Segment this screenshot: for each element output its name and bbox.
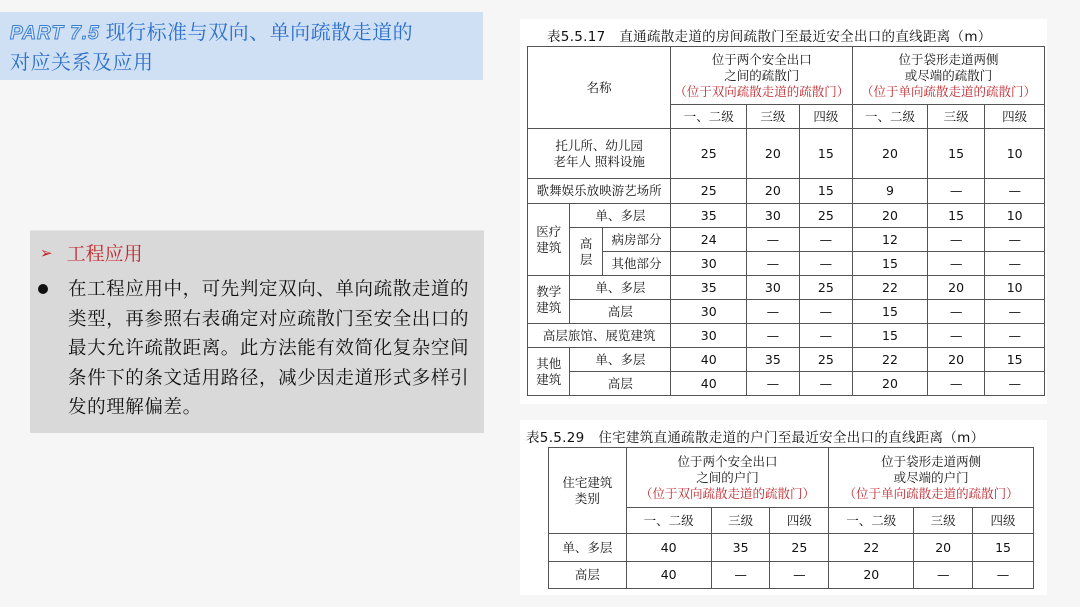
table-row [528, 179, 1045, 204]
table-row [528, 324, 1045, 348]
grade-header: 一、二级 [671, 105, 747, 129]
cell: 20 [853, 372, 928, 396]
table-row [528, 228, 1045, 252]
row-name: 单、多层 [570, 204, 671, 228]
group-b-note: （位于单向疏散走道的疏散门） [843, 485, 1019, 501]
cell: 35 [747, 348, 800, 372]
title-line-2: 对应关系及应用 [10, 50, 154, 74]
cell: — [799, 252, 853, 276]
cell: — [927, 228, 985, 252]
part-label: PART 7.5 [10, 23, 100, 44]
cell: 30 [671, 324, 747, 348]
cell: — [985, 300, 1045, 324]
cell: — [985, 324, 1045, 348]
application-box [30, 230, 484, 433]
table-row [528, 348, 1045, 372]
cell: — [799, 300, 853, 324]
application-body: 在工程应用中，可先判定双向、单向疏散走道的类型，再参照右表确定对应疏散门至安全出口的最大允许疏散距离。此方法能有效简化复杂空间条件下的条文适用路径，减少因走道形式多样引发的理解偏差。 [68, 279, 470, 418]
cell: 15 [927, 204, 985, 228]
cell: 10 [985, 204, 1045, 228]
cell: 15 [853, 252, 928, 276]
application-bullet [38, 275, 478, 423]
cell: — [799, 228, 853, 252]
grade-header: 三级 [914, 508, 973, 534]
row-name: 高层旅馆、展览建筑 [528, 324, 671, 348]
arrow-bullet-icon: ➢ [40, 243, 53, 262]
cell: — [747, 372, 800, 396]
cell: — [799, 372, 853, 396]
cell: — [985, 179, 1045, 204]
cell: — [747, 228, 800, 252]
row-name: 歌舞娱乐放映游艺场所 [528, 179, 671, 204]
cell: 20 [853, 129, 928, 179]
group-b-line2: 或尽端的疏散门 [904, 67, 993, 83]
grade-header: 三级 [927, 105, 985, 129]
group-a-note: （位于双向疏散走道的疏散门） [674, 83, 850, 99]
cell: 25 [770, 534, 829, 562]
cell: — [770, 562, 829, 589]
application-heading-row [40, 239, 143, 266]
title-line-1 [10, 18, 483, 48]
table2 [548, 447, 1034, 589]
row-subgroup-name: 高层 [570, 228, 602, 276]
row-group-name: 教学建筑 [528, 276, 570, 324]
cell: 30 [747, 276, 800, 300]
table-row [528, 276, 1045, 300]
group-b-line1: 位于袋形走道两侧 [881, 453, 982, 469]
cell: 25 [671, 179, 747, 204]
table-row [528, 372, 1045, 396]
bullet-dot-icon [38, 284, 48, 294]
cell: 35 [711, 534, 770, 562]
cell: 20 [927, 276, 985, 300]
group-a-line1: 位于两个安全出口 [677, 453, 778, 469]
cell: — [914, 562, 973, 589]
cell: 22 [853, 276, 928, 300]
cell: 20 [747, 129, 800, 179]
cell: 10 [985, 129, 1045, 179]
group-b-header [829, 448, 1034, 508]
cell: — [985, 372, 1045, 396]
cell: — [973, 562, 1034, 589]
row-name: 其他部分 [602, 252, 671, 276]
cell: 15 [985, 348, 1045, 372]
grade-header: 一、二级 [829, 508, 914, 534]
cell: 30 [747, 204, 800, 228]
cell: 20 [914, 534, 973, 562]
grade-header: 四级 [799, 105, 853, 129]
cell: — [927, 252, 985, 276]
row-group-name: 其他建筑 [528, 348, 570, 396]
cell: — [711, 562, 770, 589]
cell: — [799, 324, 853, 348]
group-a-header [671, 47, 853, 105]
cell: 20 [853, 204, 928, 228]
cell: 35 [671, 204, 747, 228]
grade-header: 一、二级 [853, 105, 928, 129]
row-name: 高层 [570, 372, 671, 396]
cell: 20 [927, 348, 985, 372]
cell: 25 [671, 129, 747, 179]
table-row [528, 300, 1045, 324]
table-row [528, 252, 1045, 276]
group-a-header [626, 448, 829, 508]
cell: 40 [626, 534, 711, 562]
row-name: 单、多层 [570, 276, 671, 300]
cell: 25 [799, 348, 853, 372]
table1-caption: 表5.5.17 直通疏散走道的房间疏散门至最近安全出口的直线距离（m） [547, 29, 992, 45]
cell: — [747, 300, 800, 324]
grade-header: 三级 [747, 105, 800, 129]
group-a-line2: 之间的疏散门 [724, 67, 800, 83]
row-name: 单、多层 [570, 348, 671, 372]
row-name: 高层 [570, 300, 671, 324]
cell: 40 [671, 348, 747, 372]
cell: — [927, 300, 985, 324]
cell: 24 [671, 228, 747, 252]
cell: 15 [799, 179, 853, 204]
cell: 15 [853, 300, 928, 324]
row-name: 病房部分 [602, 228, 671, 252]
row-name: 高层 [549, 562, 627, 589]
cell: 9 [853, 179, 928, 204]
cell: — [927, 372, 985, 396]
cell: 25 [799, 204, 853, 228]
table1 [527, 46, 1045, 396]
group-a-line2: 之间的户门 [696, 469, 759, 485]
table-row [549, 534, 1034, 562]
grade-header: 四级 [973, 508, 1034, 534]
group-a-note: （位于双向疏散走道的疏散门） [639, 485, 815, 501]
cell: — [985, 252, 1045, 276]
cell: 15 [927, 129, 985, 179]
cell: 20 [829, 562, 914, 589]
cell: 12 [853, 228, 928, 252]
cell: 30 [671, 252, 747, 276]
cell: 15 [973, 534, 1034, 562]
slide-title-banner [0, 12, 483, 80]
row-name: 托儿所、幼儿园 老年人 照料设施 [528, 129, 671, 179]
cell: — [985, 228, 1045, 252]
group-b-line1: 位于袋形走道两侧 [898, 51, 999, 67]
cell: 15 [853, 324, 928, 348]
cell: 40 [671, 372, 747, 396]
cell: 22 [829, 534, 914, 562]
cell: 35 [671, 276, 747, 300]
grade-header: 一、二级 [626, 508, 711, 534]
grade-header: 三级 [711, 508, 770, 534]
title-text-1: 现行标准与双向、单向疏散走道的 [105, 20, 414, 44]
cell: — [927, 324, 985, 348]
group-b-note: （位于单向疏散走道的疏散门） [861, 83, 1037, 99]
group-b-header [853, 47, 1045, 105]
cell: — [927, 179, 985, 204]
name-header: 名称 [528, 47, 671, 129]
row-group-name: 医疗建筑 [528, 204, 570, 276]
cell: 10 [985, 276, 1045, 300]
table-row [528, 129, 1045, 179]
cell: 20 [747, 179, 800, 204]
cell: 30 [671, 300, 747, 324]
cell: 40 [626, 562, 711, 589]
table-row [528, 204, 1045, 228]
cell: — [747, 252, 800, 276]
grade-header: 四级 [770, 508, 829, 534]
cell: — [747, 324, 800, 348]
table2-caption: 表5.5.29 住宅建筑直通疏散走道的户门至最近安全出口的直线距离（m） [526, 430, 985, 446]
group-a-line1: 位于两个安全出口 [711, 51, 812, 67]
application-heading: 工程应用 [66, 243, 143, 265]
group-b-line2: 或尽端的户门 [893, 469, 969, 485]
grade-header: 四级 [985, 105, 1045, 129]
cell: 15 [799, 129, 853, 179]
cell: 25 [799, 276, 853, 300]
row-name: 单、多层 [549, 534, 627, 562]
name-header: 住宅建筑类别 [549, 448, 627, 534]
table-row [549, 562, 1034, 589]
cell: 22 [853, 348, 928, 372]
